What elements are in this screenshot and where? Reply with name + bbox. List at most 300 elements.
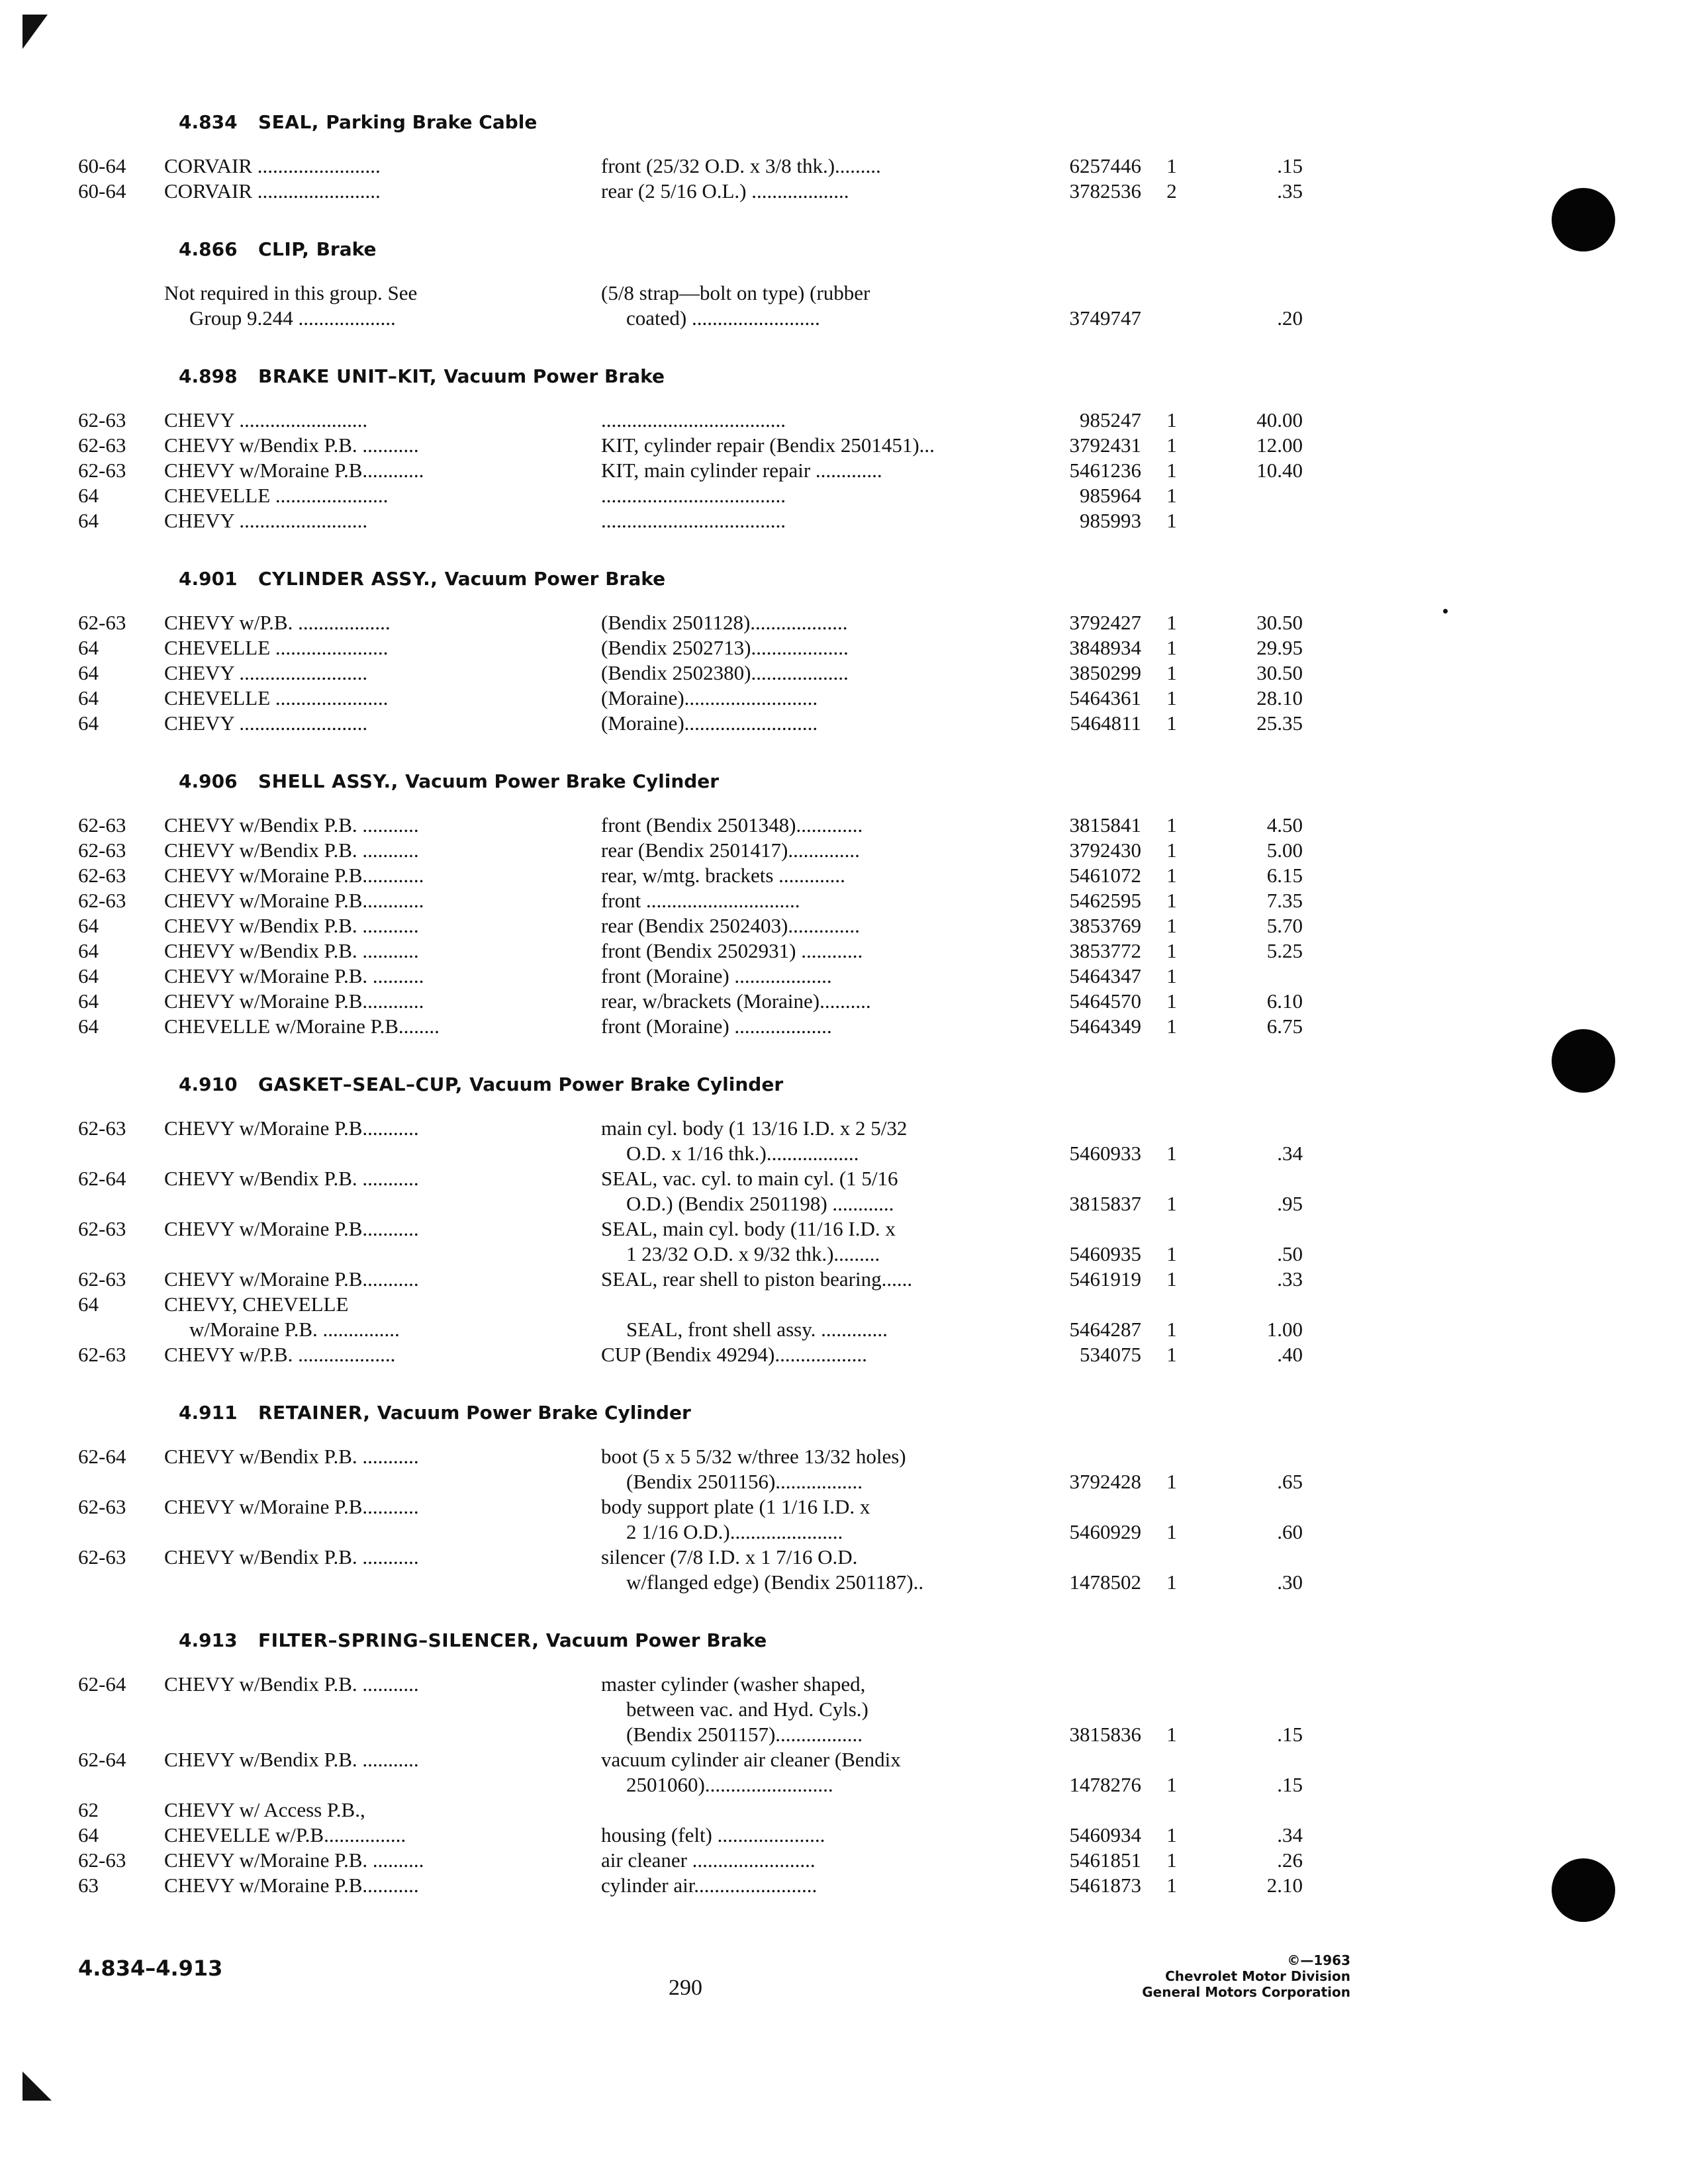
price-cell: 25.35 [1256, 711, 1303, 735]
model-line: CHEVY w/Moraine P.B........... [164, 1116, 419, 1140]
description-line: SEAL, vac. cyl. to main cyl. (1 5/16 [601, 1167, 898, 1190]
part-number-cell: 5461851 [1069, 1848, 1141, 1872]
section-heading [78, 1062, 1462, 1116]
model-line: Not required in this group. See [164, 281, 418, 304]
price-cell: .33 [1277, 1267, 1303, 1291]
years-cell: 62-63 [78, 864, 126, 887]
part-number-cell: 1478502 [1069, 1570, 1141, 1594]
parts-section [78, 1062, 1462, 1381]
part-number-cell: 5464349 [1069, 1015, 1141, 1038]
model-line: CHEVY ......................... [164, 408, 368, 432]
model-cell [164, 964, 561, 989]
model-cell [164, 813, 561, 838]
description-cell [601, 813, 1091, 838]
model-line: CHEVY ......................... [164, 509, 368, 532]
years-cell: 64 [78, 484, 99, 507]
description-cell [601, 1672, 1091, 1747]
model-cell [164, 1494, 561, 1520]
punch-hole-bottom [1552, 1858, 1615, 1922]
table-row [78, 1342, 1462, 1367]
part-number-cell: 3815837 [1069, 1192, 1141, 1215]
model-line: CHEVY ......................... [164, 661, 368, 684]
model-line: CHEVY w/Moraine P.B........... [164, 1267, 419, 1291]
model-cell [164, 913, 561, 938]
model-cell [164, 1672, 561, 1697]
model-cell [164, 711, 561, 736]
price-cell: .35 [1277, 179, 1303, 203]
price-cell: 28.10 [1256, 686, 1303, 709]
part-number-cell: 5464287 [1069, 1318, 1141, 1341]
model-cell [164, 938, 561, 964]
description-line: SEAL, rear shell to piston bearing...... [601, 1267, 913, 1291]
parts-list [78, 99, 1462, 1921]
section-subtitle: Brake [316, 238, 377, 260]
table-row [78, 1292, 1462, 1342]
section-heading [78, 556, 1462, 610]
description-line: main cyl. body (1 13/16 I.D. x 2 5/32 [601, 1116, 908, 1140]
years-cell: 64 [78, 661, 99, 684]
table-row [78, 1014, 1462, 1039]
years-cell: 64 [78, 1015, 99, 1038]
table-row [78, 1166, 1462, 1216]
description-line: SEAL, front shell assy. ............. [626, 1318, 888, 1341]
table-row [78, 1873, 1462, 1898]
price-cell: 29.95 [1256, 636, 1303, 659]
description-cell [601, 1797, 1091, 1823]
quantity-cell: 1 [1166, 686, 1177, 709]
years-cell: 64 [78, 964, 99, 987]
section-heading [78, 226, 1462, 281]
part-number-cell: 5464361 [1069, 686, 1141, 709]
section-number: 4.910 [179, 1073, 238, 1095]
section-heading [78, 758, 1462, 813]
model-cell [164, 863, 561, 888]
section-number: 4.906 [179, 770, 238, 792]
model-cell [164, 1797, 561, 1823]
quantity-cell: 1 [1166, 661, 1177, 684]
quantity-cell: 1 [1166, 408, 1177, 432]
table-row [78, 711, 1462, 736]
description-cell [601, 964, 1091, 989]
model-cell [164, 1216, 561, 1242]
part-number-cell: 3749747 [1069, 306, 1141, 330]
section-heading [78, 1617, 1462, 1672]
quantity-cell: 1 [1166, 433, 1177, 457]
model-cell [164, 1292, 561, 1342]
price-cell: .34 [1277, 1142, 1303, 1165]
years-cell: 64 [78, 686, 99, 709]
quantity-cell: 1 [1166, 1773, 1177, 1796]
model-cell [164, 1116, 561, 1141]
quantity-cell: 1 [1166, 1848, 1177, 1872]
table-row [78, 813, 1462, 838]
table-row [78, 964, 1462, 989]
table-row [78, 179, 1462, 204]
parts-section [78, 353, 1462, 547]
years-cell: 64 [78, 636, 99, 659]
part-number-cell: 5460935 [1069, 1242, 1141, 1265]
description-cell [601, 838, 1091, 863]
model-line: Group 9.244 ................... [189, 306, 396, 330]
description-line: CUP (Bendix 49294).................. [601, 1343, 867, 1366]
description-cell [601, 483, 1091, 508]
part-number-cell: 3792428 [1069, 1470, 1141, 1493]
description-line: (5/8 strap—bolt on type) (rubber [601, 281, 870, 304]
quantity-cell: 1 [1166, 1142, 1177, 1165]
years-cell: 62-63 [78, 1495, 126, 1518]
description-line: silencer (7/8 I.D. x 1 7/16 O.D. [601, 1545, 858, 1569]
model-line: CHEVY w/Bendix P.B. ........... [164, 1545, 419, 1569]
model-line: CHEVY w/Bendix P.B. ........... [164, 1748, 419, 1771]
model-line: CHEVELLE ...................... [164, 686, 389, 709]
corporation: General Motors Corporation [1142, 1984, 1350, 2000]
price-cell: 5.00 [1266, 839, 1303, 862]
description-cell [601, 711, 1091, 736]
section-heading [78, 353, 1462, 408]
price-cell: .60 [1277, 1520, 1303, 1543]
section-number: 4.911 [179, 1402, 238, 1424]
model-line: CHEVELLE w/Moraine P.B........ [164, 1015, 440, 1038]
price-cell: 5.70 [1266, 914, 1303, 937]
part-number-cell: 3782536 [1069, 179, 1141, 203]
model-cell [164, 433, 561, 458]
punch-hole-top [1552, 188, 1615, 251]
model-line: CHEVY w/Bendix P.B. ........... [164, 813, 419, 837]
part-number-cell: 5460929 [1069, 1520, 1141, 1543]
price-cell: .40 [1277, 1343, 1303, 1366]
part-number-cell: 3792427 [1069, 611, 1141, 634]
section-number: 4.866 [179, 238, 238, 260]
description-cell [601, 408, 1091, 433]
part-number-cell: 985993 [1080, 509, 1141, 532]
table-row [78, 281, 1462, 331]
model-cell [164, 989, 561, 1014]
section-heading [78, 99, 1462, 154]
part-number-cell: 3792430 [1069, 839, 1141, 862]
quantity-cell: 1 [1166, 484, 1177, 507]
model-line: CHEVY w/Bendix P.B. ........... [164, 1672, 419, 1696]
years-cell: 62-63 [78, 459, 126, 482]
table-row [78, 635, 1462, 660]
years-cell: 62-64 [78, 1445, 126, 1468]
years-cell: 62 [78, 1798, 99, 1821]
model-line: CORVAIR ........................ [164, 179, 381, 203]
part-number-cell: 3815836 [1069, 1723, 1141, 1746]
model-line: CHEVY w/Moraine P.B........... [164, 1874, 419, 1897]
table-row [78, 1823, 1462, 1848]
model-cell [164, 1747, 561, 1772]
price-cell: 4.50 [1266, 813, 1303, 837]
parts-section [78, 226, 1462, 344]
section-subtitle: Vacuum Power Brake [444, 365, 665, 387]
description-cell [601, 179, 1091, 204]
years-cell: 62-63 [78, 611, 126, 634]
years-cell: 64 [78, 1293, 99, 1316]
price-cell: .65 [1277, 1470, 1303, 1493]
publisher-block [1072, 1952, 1350, 2000]
description-line: housing (felt) ..................... [601, 1823, 825, 1846]
table-row [78, 1672, 1462, 1747]
description-cell [601, 913, 1091, 938]
description-cell [601, 635, 1091, 660]
price-cell: 6.15 [1266, 864, 1303, 887]
description-line: (Bendix 2501128)................... [601, 611, 848, 634]
section-title: FILTER–SPRING–SILENCER, [258, 1629, 539, 1651]
crop-mark-top-left [23, 15, 48, 49]
punch-hole-middle [1552, 1029, 1615, 1093]
model-cell [164, 1873, 561, 1898]
table-row [78, 508, 1462, 533]
parts-section [78, 1390, 1462, 1608]
section-title-group [258, 1402, 691, 1424]
quantity-cell: 1 [1166, 1570, 1177, 1594]
years-cell: 64 [78, 1823, 99, 1846]
quantity-cell: 1 [1166, 1192, 1177, 1215]
price-cell: .20 [1277, 306, 1303, 330]
years-cell: 62-63 [78, 889, 126, 912]
part-number-cell: 985247 [1080, 408, 1141, 432]
part-number-cell: 5464347 [1069, 964, 1141, 987]
model-cell [164, 1166, 561, 1191]
section-title-group [258, 1629, 767, 1651]
years-cell: 60-64 [78, 179, 126, 203]
quantity-cell: 1 [1166, 154, 1177, 177]
model-line: CHEVY ......................... [164, 711, 368, 735]
years-cell: 62-64 [78, 1748, 126, 1771]
description-cell [601, 1116, 1091, 1166]
description-line: (Bendix 2502380)................... [601, 661, 849, 684]
table-row [78, 408, 1462, 433]
description-line: between vac. and Hyd. Cyls.) [626, 1698, 868, 1721]
model-line: CHEVY w/Bendix P.B. ........... [164, 433, 419, 457]
price-cell: .26 [1277, 1848, 1303, 1872]
years-cell: 63 [78, 1874, 99, 1897]
model-line: CHEVELLE ...................... [164, 484, 389, 507]
description-cell [601, 1014, 1091, 1039]
quantity-cell: 1 [1166, 889, 1177, 912]
model-cell [164, 281, 561, 331]
description-cell [601, 1747, 1091, 1797]
part-number-cell: 5461919 [1069, 1267, 1141, 1291]
description-line: 2501060)......................... [626, 1773, 833, 1796]
section-heading [78, 1390, 1462, 1444]
model-line: CHEVY w/Bendix P.B. ........... [164, 914, 419, 937]
years-cell: 62-63 [78, 1343, 126, 1366]
part-number-cell: 3792431 [1069, 433, 1141, 457]
section-title-group [258, 238, 376, 260]
table-row [78, 888, 1462, 913]
price-cell: 10.40 [1256, 459, 1303, 482]
model-cell [164, 508, 561, 533]
description-cell [601, 610, 1091, 635]
quantity-cell: 1 [1166, 1874, 1177, 1897]
part-number-cell: 3853772 [1069, 939, 1141, 962]
years-cell: 62-63 [78, 1848, 126, 1872]
section-title: BRAKE UNIT–KIT, [258, 365, 438, 387]
part-number-cell: 5464811 [1070, 711, 1141, 735]
description-line: O.D.) (Bendix 2501198) ............ [626, 1192, 894, 1215]
section-number: 4.901 [179, 568, 238, 590]
section-title: CLIP, [258, 238, 310, 260]
model-cell [164, 179, 561, 204]
price-cell: 7.35 [1266, 889, 1303, 912]
price-cell: 6.75 [1266, 1015, 1303, 1038]
model-cell [164, 1545, 561, 1570]
table-row [78, 610, 1462, 635]
description-cell [601, 1545, 1091, 1595]
section-title-group [258, 365, 665, 387]
section-number: 4.898 [179, 365, 238, 387]
description-line: front (Moraine) ................... [601, 964, 832, 987]
model-line: CHEVY w/Moraine P.B........... [164, 1217, 419, 1240]
price-cell: .15 [1277, 1723, 1303, 1746]
table-row [78, 458, 1462, 483]
description-line: w/flanged edge) (Bendix 2501187).. [626, 1570, 924, 1594]
parts-section [78, 758, 1462, 1052]
description-cell [601, 281, 1091, 331]
description-cell [601, 1873, 1091, 1898]
description-line: rear, w/brackets (Moraine).......... [601, 989, 871, 1013]
years-cell: 62-63 [78, 408, 126, 432]
model-line: CHEVY w/Bendix P.B. ........... [164, 1167, 419, 1190]
description-line: front (Bendix 2501348)............. [601, 813, 863, 837]
price-cell: .15 [1277, 1773, 1303, 1796]
price-cell: 5.25 [1266, 939, 1303, 962]
section-title: CYLINDER ASSY., [258, 568, 438, 590]
part-number-cell: 5461873 [1069, 1874, 1141, 1897]
description-line: front (25/32 O.D. x 3/8 thk.)......... [601, 154, 881, 177]
description-line: O.D. x 1/16 thk.).................. [626, 1142, 859, 1165]
table-row [78, 989, 1462, 1014]
model-line: CHEVY w/Bendix P.B. ........... [164, 939, 419, 962]
model-line: CHEVELLE w/P.B................ [164, 1823, 406, 1846]
quantity-cell: 1 [1166, 1723, 1177, 1746]
quantity-cell: 1 [1166, 1015, 1177, 1038]
description-cell [601, 1848, 1091, 1873]
description-cell [601, 458, 1091, 483]
years-cell: 62-63 [78, 1545, 126, 1569]
model-cell [164, 458, 561, 483]
section-subtitle: Vacuum Power Brake Cylinder [469, 1073, 784, 1095]
description-line: (Bendix 2501157)................. [626, 1723, 863, 1746]
description-line: front .............................. [601, 889, 800, 912]
description-cell [601, 1342, 1091, 1367]
table-row [78, 1494, 1462, 1545]
part-number-cell: 5460934 [1069, 1823, 1141, 1846]
part-number-cell: 5461236 [1069, 459, 1141, 482]
model-cell [164, 1342, 561, 1367]
section-title-group [258, 568, 665, 590]
section-title: SHELL ASSY., [258, 770, 399, 792]
description-cell [601, 1823, 1091, 1848]
section-title: SEAL, [258, 111, 319, 133]
section-title-group [258, 111, 537, 133]
description-line: coated) ......................... [626, 306, 820, 330]
table-row [78, 863, 1462, 888]
table-row [78, 913, 1462, 938]
table-row [78, 1216, 1462, 1267]
price-cell: 30.50 [1256, 661, 1303, 684]
description-line: .................................... [601, 509, 786, 532]
quantity-cell: 1 [1166, 864, 1177, 887]
model-cell [164, 1823, 561, 1848]
model-cell [164, 635, 561, 660]
years-cell: 62-64 [78, 1672, 126, 1696]
quantity-cell: 1 [1166, 1520, 1177, 1543]
description-cell [601, 888, 1091, 913]
section-subtitle: Vacuum Power Brake Cylinder [377, 1402, 691, 1424]
price-cell: .50 [1277, 1242, 1303, 1265]
section-title-group [258, 770, 719, 792]
price-cell: 2.10 [1266, 1874, 1303, 1897]
table-row [78, 686, 1462, 711]
quantity-cell: 1 [1166, 1823, 1177, 1846]
table-row [78, 1747, 1462, 1797]
description-cell [601, 1216, 1091, 1267]
model-line: CHEVY w/Moraine P.B. .......... [164, 964, 424, 987]
part-number-cell: 5461072 [1069, 864, 1141, 887]
crop-mark-bottom-left [23, 2071, 52, 2101]
model-cell [164, 610, 561, 635]
model-cell [164, 1444, 561, 1469]
part-number-cell: 1478276 [1069, 1773, 1141, 1796]
years-cell: 64 [78, 711, 99, 735]
years-cell: 62-63 [78, 813, 126, 837]
model-line: CHEVY w/Moraine P.B........... [164, 1495, 419, 1518]
price-cell: .95 [1277, 1192, 1303, 1215]
description-line: rear (Bendix 2502403).............. [601, 914, 860, 937]
table-row [78, 483, 1462, 508]
description-line: air cleaner ........................ [601, 1848, 816, 1872]
quantity-cell: 1 [1166, 989, 1177, 1013]
description-line: vacuum cylinder air cleaner (Bendix [601, 1748, 901, 1771]
model-line: CHEVY w/P.B. .................. [164, 611, 391, 634]
description-line: front (Moraine) ................... [601, 1015, 832, 1038]
model-cell [164, 1267, 561, 1292]
model-line: CHEVY w/Moraine P.B............ [164, 864, 424, 887]
table-row [78, 1267, 1462, 1292]
quantity-cell: 1 [1166, 509, 1177, 532]
price-cell: 40.00 [1256, 408, 1303, 432]
table-row [78, 1444, 1462, 1494]
description-cell [601, 1444, 1091, 1494]
quantity-cell: 1 [1166, 711, 1177, 735]
years-cell: 64 [78, 989, 99, 1013]
model-line: CHEVY w/P.B. ................... [164, 1343, 396, 1366]
price-cell: .34 [1277, 1823, 1303, 1846]
years-cell: 64 [78, 509, 99, 532]
description-line: 2 1/16 O.D.)...................... [626, 1520, 843, 1543]
model-cell [164, 838, 561, 863]
model-cell [164, 686, 561, 711]
description-line: cylinder air........................ [601, 1874, 818, 1897]
part-number-cell: 3848934 [1069, 636, 1141, 659]
part-number-cell: 5464570 [1069, 989, 1141, 1013]
quantity-cell: 1 [1166, 1267, 1177, 1291]
table-row [78, 1848, 1462, 1873]
description-line: (Moraine).......................... [601, 711, 818, 735]
part-number-cell: 3853769 [1069, 914, 1141, 937]
description-cell [601, 686, 1091, 711]
price-cell: 1.00 [1266, 1318, 1303, 1341]
description-line: master cylinder (washer shaped, [601, 1672, 866, 1696]
part-number-cell: 6257446 [1069, 154, 1141, 177]
description-line: rear, w/mtg. brackets ............. [601, 864, 845, 887]
part-number-cell: 5462595 [1069, 889, 1141, 912]
description-cell [601, 154, 1091, 179]
description-line: (Moraine).......................... [601, 686, 818, 709]
description-cell [601, 1494, 1091, 1545]
